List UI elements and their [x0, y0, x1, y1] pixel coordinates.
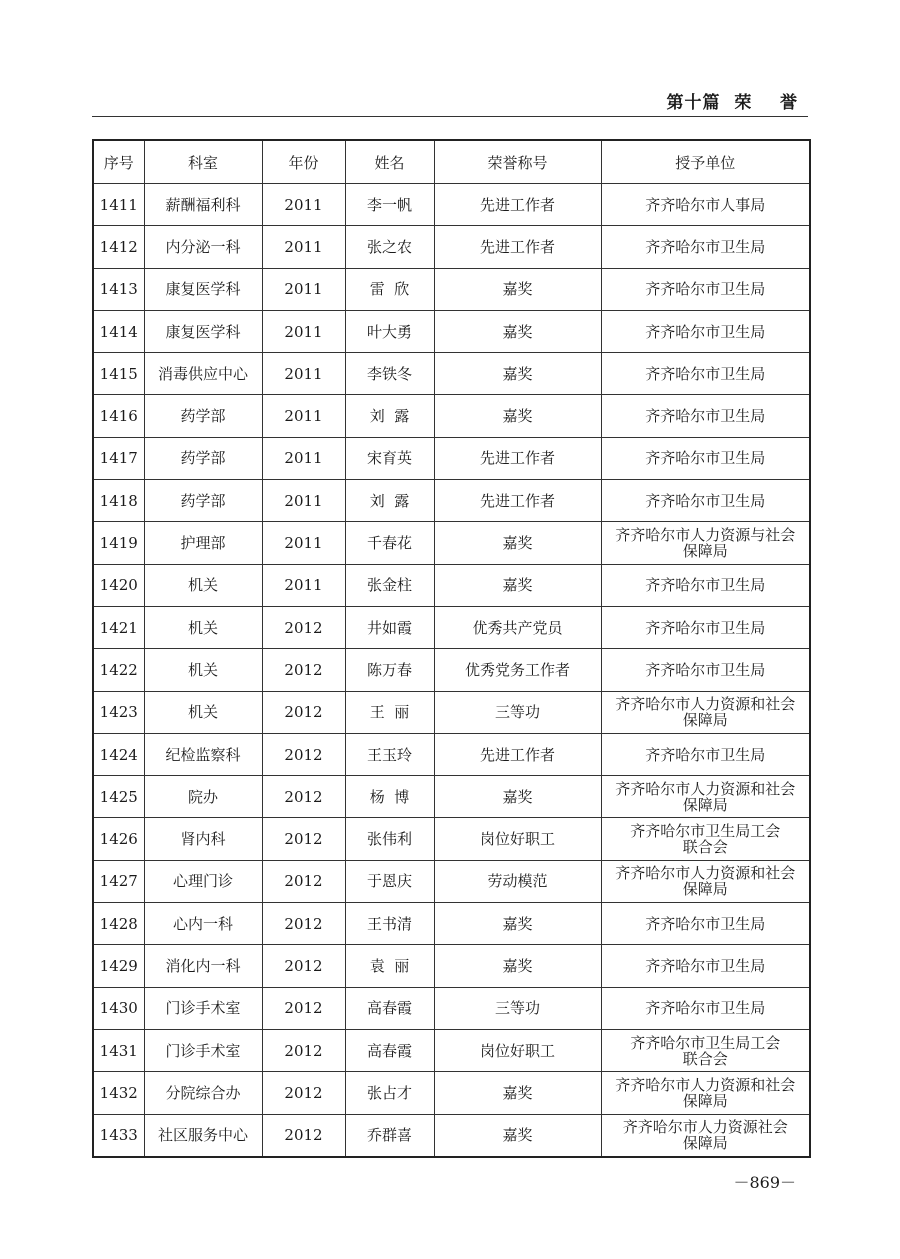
seq-cell: 1432 [93, 1072, 144, 1114]
year-cell: 2011 [262, 226, 345, 268]
honors-table [92, 139, 811, 1158]
year-cell: 2011 [262, 480, 345, 522]
table-row [93, 860, 810, 902]
year-cell: 2012 [262, 1072, 345, 1114]
name-cell: 千春花 [345, 522, 434, 564]
name-cell: 乔群喜 [345, 1114, 434, 1157]
awarding-unit-cell: 齐齐哈尔市卫生局 [601, 903, 810, 945]
year-cell: 2012 [262, 987, 345, 1029]
year-cell: 2012 [262, 903, 345, 945]
name-cell: 高春霞 [345, 1029, 434, 1071]
name-cell: 王书清 [345, 903, 434, 945]
honor-title-cell: 先进工作者 [434, 733, 601, 775]
name-cell: 李铁冬 [345, 353, 434, 395]
department-cell: 康复医学科 [144, 268, 262, 310]
seq-cell: 1430 [93, 987, 144, 1029]
department-cell: 门诊手术室 [144, 1029, 262, 1071]
name-cell: 高春霞 [345, 987, 434, 1029]
department-cell: 药学部 [144, 480, 262, 522]
honor-title-cell: 嘉奖 [434, 564, 601, 606]
table-row [93, 691, 810, 733]
year-cell: 2012 [262, 776, 345, 818]
name-cell: 陈万春 [345, 649, 434, 691]
awarding-unit-cell: 齐齐哈尔市卫生局 [601, 268, 810, 310]
seq-cell: 1428 [93, 903, 144, 945]
awarding-unit-cell: 齐齐哈尔市卫生局 [601, 606, 810, 648]
name-header: 姓名 [345, 140, 434, 184]
awarding-unit-cell: 齐齐哈尔市卫生局 [601, 945, 810, 987]
department-cell: 社区服务中心 [144, 1114, 262, 1157]
department-cell: 药学部 [144, 395, 262, 437]
seq-cell: 1416 [93, 395, 144, 437]
department-cell: 纪检监察科 [144, 733, 262, 775]
honor-title-cell: 嘉奖 [434, 776, 601, 818]
awarding-unit-cell: 齐齐哈尔市卫生局 [601, 310, 810, 352]
department-cell: 机关 [144, 564, 262, 606]
table-header [93, 140, 810, 184]
department-cell: 院办 [144, 776, 262, 818]
seq-cell: 1426 [93, 818, 144, 860]
year-cell: 2012 [262, 1029, 345, 1071]
name-cell: 刘 露 [345, 395, 434, 437]
awarding-unit-cell: 齐齐哈尔市人力资源和社会 保障局 [601, 1072, 810, 1114]
year-cell: 2012 [262, 691, 345, 733]
department-cell: 内分泌一科 [144, 226, 262, 268]
table-row [93, 1114, 810, 1157]
table-row [93, 818, 810, 860]
honor-title-cell: 优秀共产党员 [434, 606, 601, 648]
table-row [93, 606, 810, 648]
honor-title-cell: 岗位好职工 [434, 1029, 601, 1071]
awarding-unit-cell: 齐齐哈尔市卫生局 [601, 564, 810, 606]
table-row [93, 480, 810, 522]
year-cell: 2012 [262, 1114, 345, 1157]
awarding-unit-cell: 齐齐哈尔市卫生局 [601, 987, 810, 1029]
seq-cell: 1427 [93, 860, 144, 902]
table-row [93, 564, 810, 606]
header-row [93, 140, 810, 184]
awarding-unit-cell: 齐齐哈尔市人力资源社会 保障局 [601, 1114, 810, 1157]
honor-title-cell: 劳动模范 [434, 860, 601, 902]
year-cell: 2011 [262, 564, 345, 606]
seq-cell: 1418 [93, 480, 144, 522]
table-row [93, 945, 810, 987]
year-cell: 2012 [262, 945, 345, 987]
awarding-unit-header: 授予单位 [601, 140, 810, 184]
honor-title-cell: 先进工作者 [434, 184, 601, 226]
seq-cell: 1421 [93, 606, 144, 648]
department-cell: 护理部 [144, 522, 262, 564]
table-row [93, 1072, 810, 1114]
year-cell: 2011 [262, 184, 345, 226]
name-cell: 张之农 [345, 226, 434, 268]
honor-title-cell: 三等功 [434, 987, 601, 1029]
table-body [93, 184, 810, 1157]
department-cell: 门诊手术室 [144, 987, 262, 1029]
name-cell: 张伟利 [345, 818, 434, 860]
honor-title-cell: 嘉奖 [434, 903, 601, 945]
name-cell: 杨 博 [345, 776, 434, 818]
year-cell: 2012 [262, 649, 345, 691]
awarding-unit-cell: 齐齐哈尔市人力资源和社会 保障局 [601, 691, 810, 733]
seq-cell: 1413 [93, 268, 144, 310]
name-cell: 王玉玲 [345, 733, 434, 775]
table-row [93, 1029, 810, 1071]
honor-title-cell: 嘉奖 [434, 353, 601, 395]
name-cell: 井如霞 [345, 606, 434, 648]
table-row [93, 522, 810, 564]
seq-cell: 1423 [93, 691, 144, 733]
honor-title-cell: 先进工作者 [434, 437, 601, 479]
honor-title-cell: 岗位好职工 [434, 818, 601, 860]
department-cell: 消化内一科 [144, 945, 262, 987]
name-cell: 袁 丽 [345, 945, 434, 987]
table-row [93, 649, 810, 691]
department-cell: 肾内科 [144, 818, 262, 860]
name-cell: 雷 欣 [345, 268, 434, 310]
awarding-unit-cell: 齐齐哈尔市人事局 [601, 184, 810, 226]
table-row [93, 268, 810, 310]
name-cell: 张金柱 [345, 564, 434, 606]
honor-title-cell: 三等功 [434, 691, 601, 733]
seq-header: 序号 [93, 140, 144, 184]
table-row [93, 310, 810, 352]
year-cell: 2012 [262, 606, 345, 648]
seq-cell: 1429 [93, 945, 144, 987]
page-number: －869－ [733, 1173, 796, 1192]
department-cell: 机关 [144, 649, 262, 691]
seq-cell: 1433 [93, 1114, 144, 1157]
seq-cell: 1417 [93, 437, 144, 479]
year-cell: 2012 [262, 860, 345, 902]
table-row [93, 733, 810, 775]
seq-cell: 1419 [93, 522, 144, 564]
awarding-unit-cell: 齐齐哈尔市卫生局 [601, 437, 810, 479]
year-cell: 2012 [262, 733, 345, 775]
year-cell: 2011 [262, 310, 345, 352]
year-cell: 2012 [262, 818, 345, 860]
awarding-unit-cell: 齐齐哈尔市卫生局 [601, 226, 810, 268]
table-row [93, 903, 810, 945]
department-cell: 药学部 [144, 437, 262, 479]
year-cell: 2011 [262, 437, 345, 479]
year-header: 年份 [262, 140, 345, 184]
awarding-unit-cell: 齐齐哈尔市卫生局 [601, 733, 810, 775]
name-cell: 张占才 [345, 1072, 434, 1114]
department-cell: 薪酬福利科 [144, 184, 262, 226]
awarding-unit-cell: 齐齐哈尔市卫生局 [601, 353, 810, 395]
department-cell: 分院综合办 [144, 1072, 262, 1114]
table-row [93, 226, 810, 268]
year-cell: 2011 [262, 522, 345, 564]
department-cell: 康复医学科 [144, 310, 262, 352]
table-row [93, 987, 810, 1029]
seq-cell: 1412 [93, 226, 144, 268]
honor-title-cell: 嘉奖 [434, 945, 601, 987]
awarding-unit-cell: 齐齐哈尔市卫生局 [601, 649, 810, 691]
seq-cell: 1415 [93, 353, 144, 395]
awarding-unit-cell: 齐齐哈尔市人力资源和社会 保障局 [601, 776, 810, 818]
section-header: 第十篇 荣 誉 [666, 93, 798, 113]
awarding-unit-cell: 齐齐哈尔市人力资源与社会 保障局 [601, 522, 810, 564]
honor-title-cell: 先进工作者 [434, 480, 601, 522]
name-cell: 宋育英 [345, 437, 434, 479]
department-cell: 机关 [144, 606, 262, 648]
seq-cell: 1414 [93, 310, 144, 352]
name-cell: 叶大勇 [345, 310, 434, 352]
seq-cell: 1431 [93, 1029, 144, 1071]
department-header: 科室 [144, 140, 262, 184]
header-divider [92, 116, 808, 117]
table-row [93, 395, 810, 437]
honor-title-cell: 嘉奖 [434, 1072, 601, 1114]
honor-title-cell: 嘉奖 [434, 395, 601, 437]
seq-cell: 1411 [93, 184, 144, 226]
seq-cell: 1422 [93, 649, 144, 691]
department-cell: 消毒供应中心 [144, 353, 262, 395]
seq-cell: 1425 [93, 776, 144, 818]
honor-title-cell: 优秀党务工作者 [434, 649, 601, 691]
department-cell: 心理门诊 [144, 860, 262, 902]
name-cell: 李一帆 [345, 184, 434, 226]
honor-title-cell: 嘉奖 [434, 1114, 601, 1157]
year-cell: 2011 [262, 353, 345, 395]
name-cell: 于恩庆 [345, 860, 434, 902]
year-cell: 2011 [262, 268, 345, 310]
awarding-unit-cell: 齐齐哈尔市人力资源和社会 保障局 [601, 860, 810, 902]
name-cell: 刘 露 [345, 480, 434, 522]
department-cell: 机关 [144, 691, 262, 733]
honor-title-cell: 先进工作者 [434, 226, 601, 268]
awarding-unit-cell: 齐齐哈尔市卫生局 [601, 395, 810, 437]
seq-cell: 1420 [93, 564, 144, 606]
awarding-unit-cell: 齐齐哈尔市卫生局 [601, 480, 810, 522]
table-row [93, 353, 810, 395]
table-row [93, 776, 810, 818]
honor-title-cell: 嘉奖 [434, 522, 601, 564]
honor-title-header: 荣誉称号 [434, 140, 601, 184]
honor-title-cell: 嘉奖 [434, 310, 601, 352]
year-cell: 2011 [262, 395, 345, 437]
honor-title-cell: 嘉奖 [434, 268, 601, 310]
department-cell: 心内一科 [144, 903, 262, 945]
table-row [93, 437, 810, 479]
name-cell: 王 丽 [345, 691, 434, 733]
seq-cell: 1424 [93, 733, 144, 775]
awarding-unit-cell: 齐齐哈尔市卫生局工会 联合会 [601, 1029, 810, 1071]
table-row [93, 184, 810, 226]
awarding-unit-cell: 齐齐哈尔市卫生局工会 联合会 [601, 818, 810, 860]
